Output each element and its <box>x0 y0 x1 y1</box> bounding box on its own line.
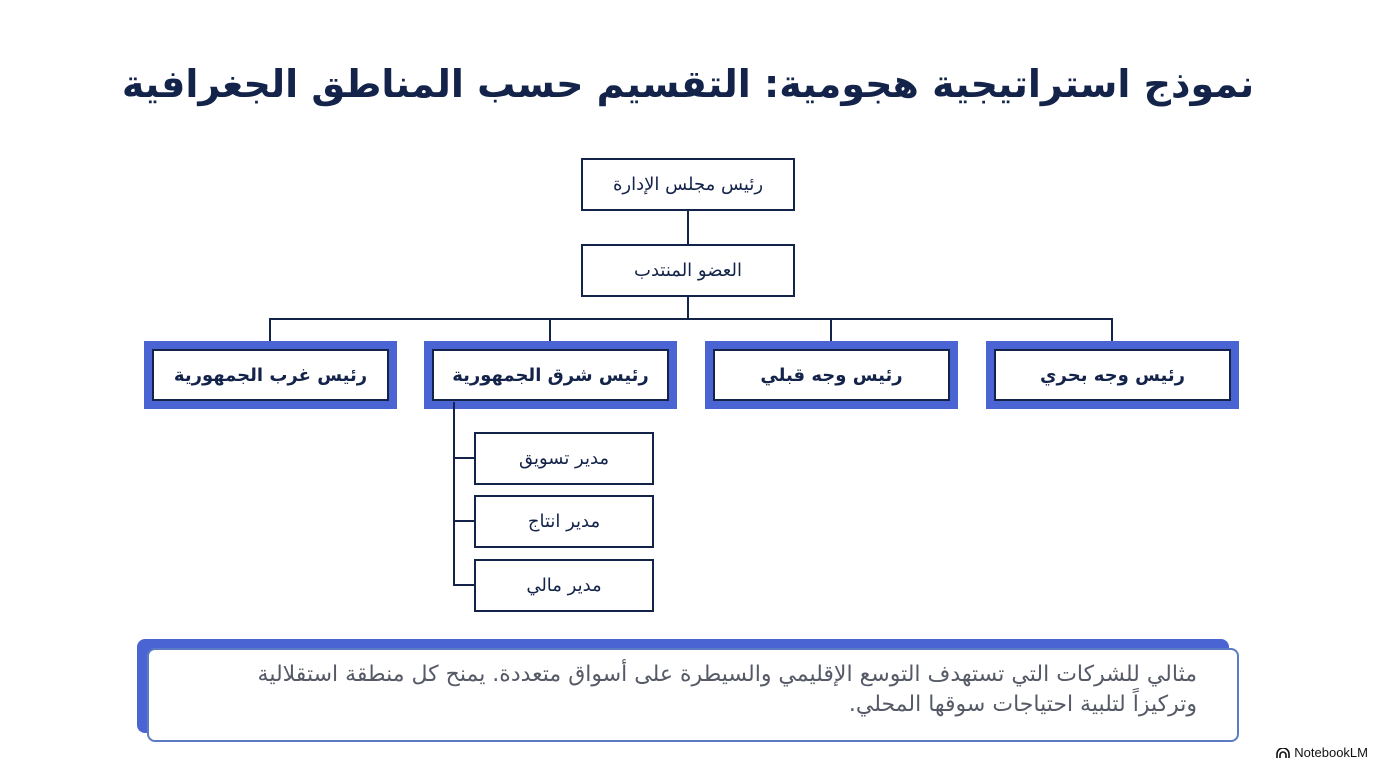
note-card <box>147 648 1239 742</box>
connector-line <box>687 211 689 244</box>
managing-director-box <box>581 244 795 297</box>
region-label: رئيس غرب الجمهورية <box>152 349 389 401</box>
connector-line <box>453 520 475 522</box>
region-box-lower-egypt <box>986 341 1239 409</box>
page-title: نموذج استراتيجية هجومية: التقسيم حسب المناطق الجغرافية <box>121 62 1255 106</box>
region-label: رئيس شرق الجمهورية <box>432 349 669 401</box>
brand-label: NotebookLM <box>1294 745 1368 760</box>
connector-line <box>453 402 455 585</box>
region-box-east <box>424 341 677 409</box>
connector-line <box>549 318 551 342</box>
connector-line <box>453 584 475 586</box>
manager-box-production <box>474 495 654 548</box>
manager-label: مدير مالي <box>526 575 602 596</box>
connector-line <box>1111 318 1113 342</box>
notebooklm-logo-icon <box>1276 748 1290 758</box>
connector-line <box>269 318 271 342</box>
chairman-label: رئيس مجلس الإدارة <box>612 174 764 195</box>
manager-label: مدير انتاج <box>527 511 601 532</box>
branding <box>1276 745 1368 760</box>
connector-line <box>453 457 475 459</box>
region-label: رئيس وجه بحري <box>994 349 1231 401</box>
region-box-upper-egypt <box>705 341 958 409</box>
region-box-west <box>144 341 397 409</box>
manager-label: مدير تسويق <box>518 448 610 469</box>
manager-box-marketing <box>474 432 654 485</box>
manager-box-finance <box>474 559 654 612</box>
connector-line <box>830 318 832 342</box>
connector-line <box>687 297 689 319</box>
managing-director-label: العضو المنتدب <box>634 260 742 281</box>
chairman-box <box>581 158 795 211</box>
connector-line <box>269 318 1113 320</box>
note-text: مثالي للشركات التي تستهدف التوسع الإقليمي والسيطرة على أسواق متعددة. يمنح كل منطقة استقلالية وتركيزاً لتلبية احتياجات سوقها المحلي. <box>257 662 1197 717</box>
region-label: رئيس وجه قبلي <box>713 349 950 401</box>
